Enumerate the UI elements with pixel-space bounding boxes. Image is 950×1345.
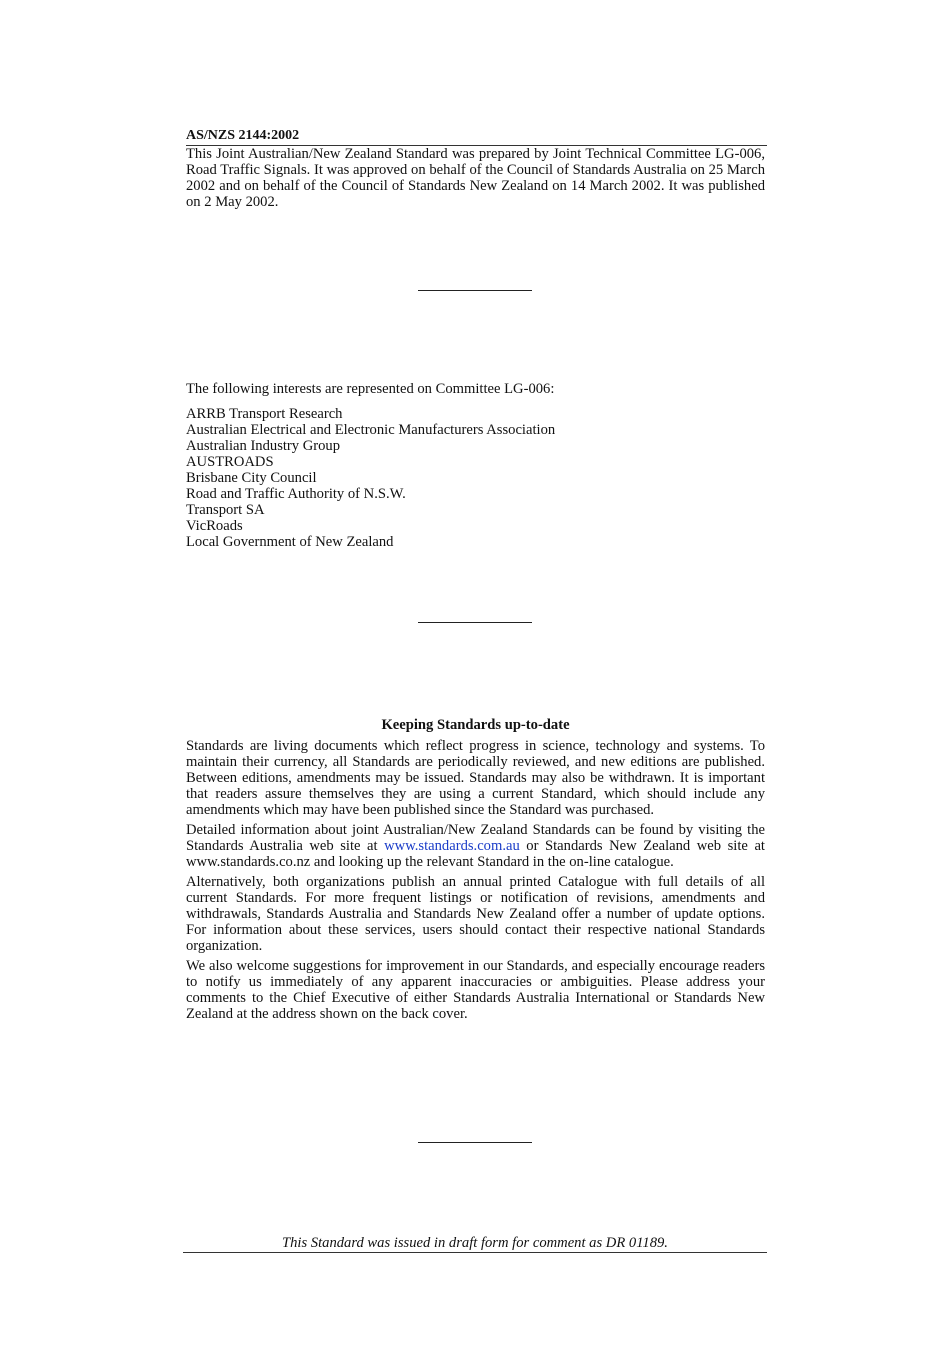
committee-member: VicRoads [186,518,243,534]
section-divider [418,1142,532,1143]
paragraph: We also welcome suggestions for improvement in our Standards, and especially encourage readers to notify us immediately of any apparent inaccuracies or ambiguities. Please address your comments to the Chief Executive of either Standards Australia International or Standards New Zealand at the address shown on the back cover. [186,958,765,1022]
committee-member: AUSTROADS [186,454,274,470]
preparation-note: This Joint Australian/New Zealand Standard was prepared by Joint Technical Committee LG-006, Road Traffic Signals. It was approved on behalf of the Council of Standards Australia on 25 March 2002 and on behalf of the Council of Standards New Zealand on 14 March 2002. It was published on 2 May 2002. [186,146,765,210]
section-divider [418,290,532,291]
committee-member: ARRB Transport Research [186,406,343,422]
committee-member: Transport SA [186,502,265,518]
committee-intro: The following interests are represented on Committee LG-006: [186,381,555,397]
paragraph-text: or Standards New Zealand web site at www.standards.co.nz and looking up the relevant Standard in the on-line catalogue. [186,838,765,870]
committee-member: Australian Electrical and Electronic Manufacturers Association [186,422,556,438]
section-divider [418,622,532,623]
paragraph: Standards are living documents which reflect progress in science, technology and systems. To maintain their currency, all Standards are periodically reviewed, and new editions are published. Between editions, amendments may be issued. Standards may also be withdrawn. It is important that readers assure themselves they are using a current Standard, which should include any amendments which may have been published since the Standard was purchased. [186,738,765,818]
committee-member: Australian Industry Group [186,438,341,454]
draft-note: This Standard was issued in draft form for comment as DR 01189. [183,1235,767,1253]
paragraph: Alternatively, both organizations publish an annual printed Catalogue with full details of all current Standards. For more frequent listings or notification of revisions, amendments and withdrawals, Standards Australia and Standards New Zealand offer a number of update options. For information about these services, users should contact their respective national Standards organization. [186,874,765,954]
committee-member: Brisbane City Council [186,470,317,486]
standard-identifier: AS/NZS 2144:2002 [186,128,767,146]
committee-member-list [186,406,765,550]
paragraph [186,822,765,870]
paragraph-text: Detailed information about joint Australian/New Zealand Standards can be found by visiting the Standards Australia web site at [186,822,765,854]
section-heading: Keeping Standards up-to-date [381,717,570,733]
keeping-up-to-date-body [186,738,765,1026]
standards-australia-link[interactable]: www.standards.com.au [384,838,520,854]
committee-member: Road and Traffic Authority of N.S.W. [186,486,406,502]
committee-member: Local Government of New Zealand [186,534,394,550]
